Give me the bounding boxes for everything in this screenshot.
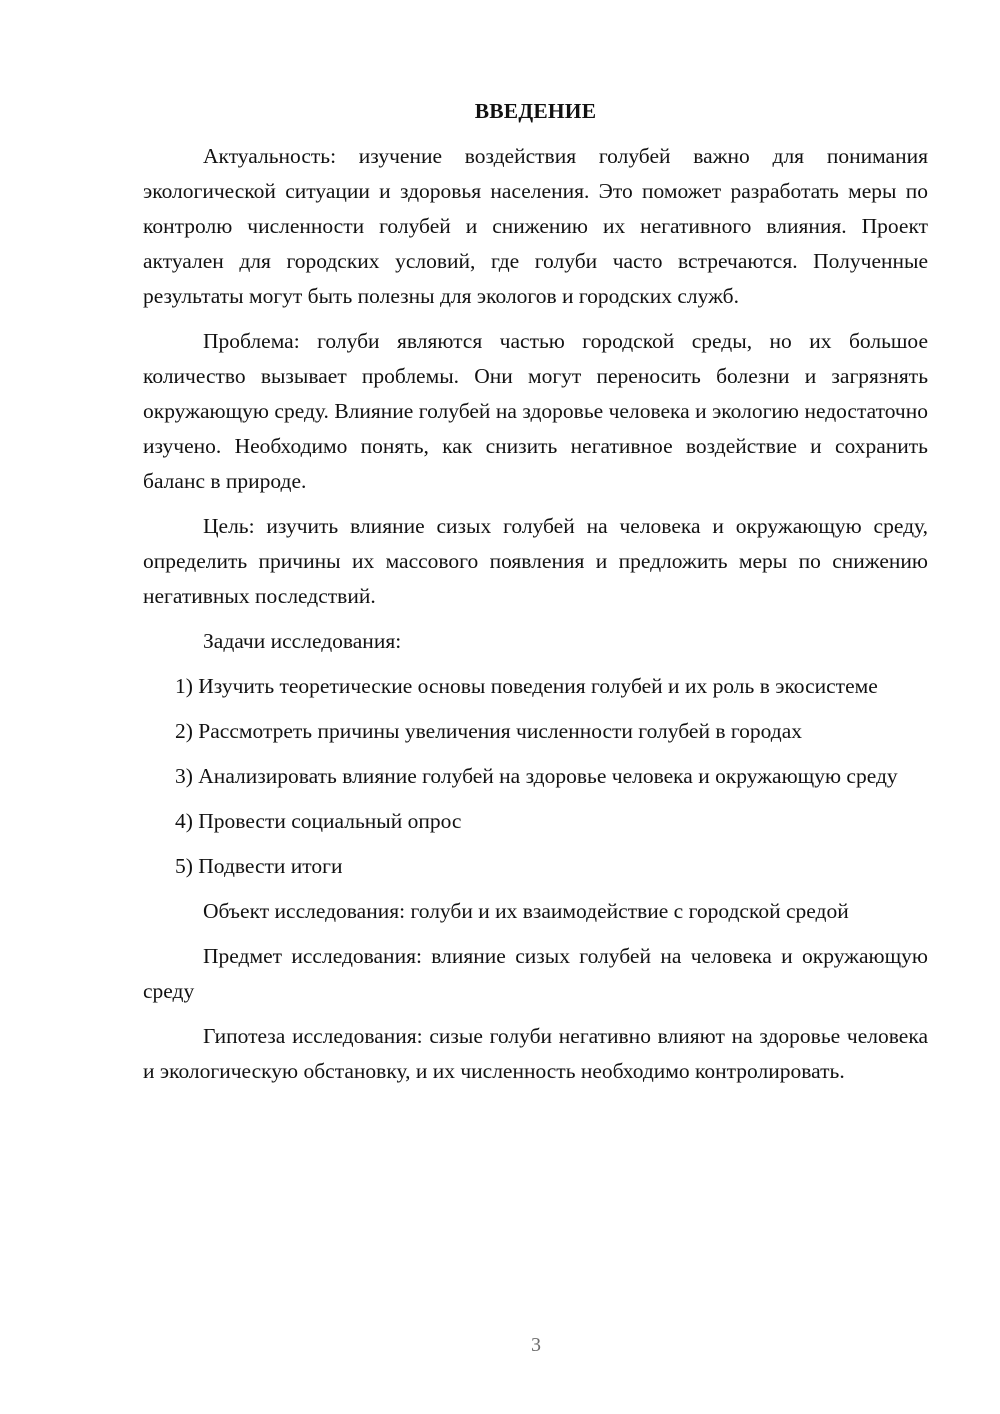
task-item-2: 2) Рассмотреть причины увеличения численности голубей в городах [175, 719, 803, 743]
task-item-4: 4) Провести социальный опрос [175, 809, 462, 833]
hypothesis-paragraph: Гипотеза исследования: сизые голуби негативно влияют на здоровье человека и экологическую обстановку, и их численность необходимо контролировать. [143, 1024, 928, 1083]
object-paragraph: Объект исследования: голуби и их взаимодействие с городской средой [203, 899, 849, 923]
subject-paragraph: Предмет исследования: влияние сизых голубей на человека и окружающую среду [143, 944, 928, 1003]
tasks-heading: Задачи исследования: [203, 629, 402, 653]
task-item-5: 5) Подвести итоги [175, 854, 343, 878]
page-content [143, 94, 928, 1099]
problem-paragraph: Проблема: голуби являются частью городской среды, но их большое количество вызывает проблемы. Они могут переносить болезни и загрязнять окружающую среду. Влияние голубей на здоровье человека и экологию недостаточно изучено. Необходимо понять, как снизить негативное воздействие и сохранить баланс в природе. [143, 329, 928, 493]
task-item-3: 3) Анализировать влияние голубей на здоровье человека и окружающую среду [175, 764, 898, 788]
relevance-paragraph: Актуальность: изучение воздействия голубей важно для понимания экологической ситуации и здоровья населения. Это поможет разработать меры по контролю численности голубей и снижению их негативного влияния. Проект актуален для городских условий, где голуби часто встречаются. Полученные результаты могут быть полезны для экологов и городских служб. [143, 144, 928, 308]
task-item-1: 1) Изучить теоретические основы поведения голубей и их роль в экосистеме [175, 674, 878, 698]
page-number: 3 [531, 1334, 541, 1356]
section-title: ВВЕДЕНИЕ [474, 99, 597, 123]
goal-paragraph: Цель: изучить влияние сизых голубей на человека и окружающую среду, определить причины их массового появления и предложить меры по снижению негативных последствий. [143, 514, 928, 608]
